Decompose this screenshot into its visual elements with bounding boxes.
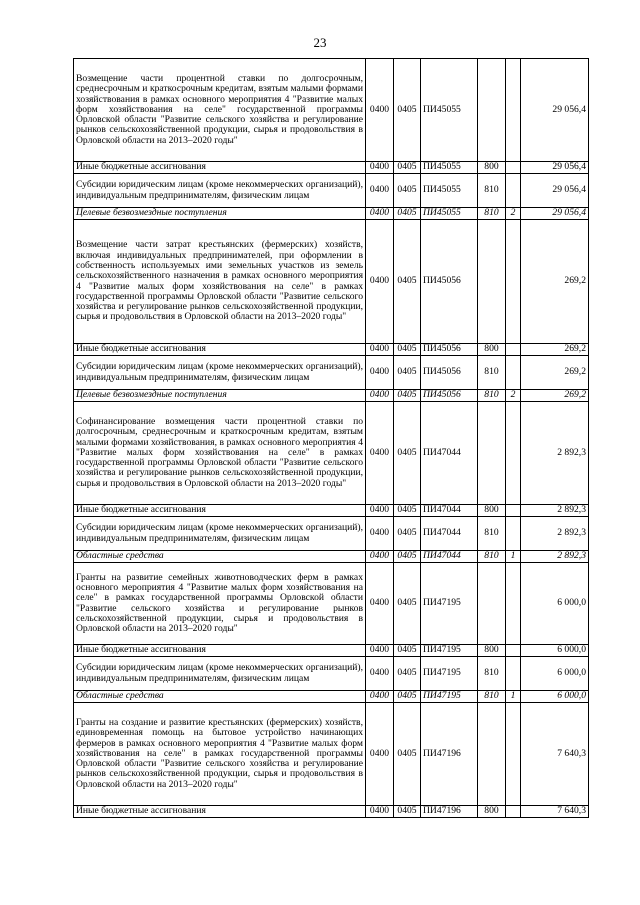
target-article-code: ПИ45056 bbox=[421, 356, 478, 390]
target-article-code: ПИ47044 bbox=[421, 402, 478, 505]
amount: 6 000,0 bbox=[521, 645, 589, 657]
funding-source-code bbox=[506, 59, 521, 162]
target-article-code: ПИ47044 bbox=[421, 517, 478, 551]
funding-source-code bbox=[506, 402, 521, 505]
section-code: 0400 bbox=[366, 356, 394, 390]
row-description: Иные бюджетные ассигнования bbox=[74, 806, 366, 818]
section-code: 0400 bbox=[366, 220, 394, 344]
target-article-code: ПИ47195 bbox=[421, 657, 478, 691]
section-code: 0400 bbox=[366, 645, 394, 657]
subsection-code: 0405 bbox=[394, 220, 421, 344]
target-article-code: ПИ45056 bbox=[421, 390, 478, 402]
row-description: Областные средства bbox=[74, 551, 366, 563]
row-description: Возмещение части процентной ставки по долгосрочным, среднесрочным и краткосрочным кредитам, взятым малыми формами хозяйствования в рамках основного мероприятия 4 "Развитие малых форм хозяйствования на селе" государственной программы Орловской области "Развитие сельского хозяйства и регулирование рынков сельскохозяйственной продукции, сырья и продовольствия в Орловской области на 2013–2020 годы" bbox=[74, 59, 366, 162]
page-number: 23 bbox=[313, 35, 327, 50]
amount: 29 056,4 bbox=[521, 174, 589, 208]
expense-type-code bbox=[478, 220, 506, 344]
subsection-code: 0405 bbox=[394, 657, 421, 691]
table-row bbox=[74, 162, 589, 174]
row-description: Гранты на развитие семейных животноводческих ферм в рамках основного мероприятия 4 "Развитие малых форм хозяйствования на селе" в рамках государственной программы Орловской области "Развитие сельского хозяйства и регулирование рынков сельскохозяйственной продукции, сырья и продовольствия в Орловской области на 2013–2020 годы" bbox=[74, 563, 366, 645]
amount: 29 056,4 bbox=[521, 59, 589, 162]
target-article-code: ПИ45055 bbox=[421, 59, 478, 162]
expense-type-code: 810 bbox=[478, 390, 506, 402]
row-description: Гранты на создание и развитие крестьянских (фермерских) хозяйств, единовременная помощь на бытовое устройство начинающих фермеров в рамках основного мероприятия 4 "Развитие малых форм хозяйствования на селе" в рамках государственной программы Орловской области "Развитие сельского хозяйства и регулирование рынков сельскохозяйственной продукции, сырья и продовольствия в Орловской области на 2013–2020 годы" bbox=[74, 703, 366, 806]
row-description: Субсидии юридическим лицам (кроме некоммерческих организаций), индивидуальным предпринимателям, физическим лицам bbox=[74, 174, 366, 208]
amount: 2 892,3 bbox=[521, 505, 589, 517]
target-article-code: ПИ45055 bbox=[421, 208, 478, 220]
target-article-code: ПИ47195 bbox=[421, 691, 478, 703]
target-article-code: ПИ45055 bbox=[421, 174, 478, 208]
row-description: Субсидии юридическим лицам (кроме некоммерческих организаций), индивидуальным предпринимателям, физическим лицам bbox=[74, 517, 366, 551]
section-code: 0400 bbox=[366, 59, 394, 162]
section-code: 0400 bbox=[366, 703, 394, 806]
expense-type-code bbox=[478, 563, 506, 645]
section-code: 0400 bbox=[366, 657, 394, 691]
expense-type-code: 800 bbox=[478, 505, 506, 517]
table-row bbox=[74, 657, 589, 691]
row-description: Целевые безвозмездные поступления bbox=[74, 208, 366, 220]
expense-type-code: 810 bbox=[478, 657, 506, 691]
section-code: 0400 bbox=[366, 806, 394, 818]
funding-source-code bbox=[506, 703, 521, 806]
funding-source-code bbox=[506, 517, 521, 551]
table-row bbox=[74, 344, 589, 356]
funding-source-code bbox=[506, 806, 521, 818]
subsection-code: 0405 bbox=[394, 703, 421, 806]
row-description: Субсидии юридическим лицам (кроме некоммерческих организаций), индивидуальным предпринимателям, физическим лицам bbox=[74, 657, 366, 691]
table-row bbox=[74, 59, 589, 162]
subsection-code: 0405 bbox=[394, 356, 421, 390]
expense-type-code bbox=[478, 703, 506, 806]
funding-source-code bbox=[506, 657, 521, 691]
target-article-code: ПИ47196 bbox=[421, 806, 478, 818]
expense-type-code: 800 bbox=[478, 806, 506, 818]
target-article-code: ПИ47044 bbox=[421, 505, 478, 517]
subsection-code: 0405 bbox=[394, 59, 421, 162]
section-code: 0400 bbox=[366, 390, 394, 402]
amount: 7 640,3 bbox=[521, 806, 589, 818]
amount: 2 892,3 bbox=[521, 551, 589, 563]
row-description: Иные бюджетные ассигнования bbox=[74, 344, 366, 356]
table-row bbox=[74, 806, 589, 818]
expense-type-code: 810 bbox=[478, 356, 506, 390]
funding-source-code bbox=[506, 344, 521, 356]
table-row bbox=[74, 174, 589, 208]
target-article-code: ПИ45056 bbox=[421, 220, 478, 344]
target-article-code: ПИ47196 bbox=[421, 703, 478, 806]
section-code: 0400 bbox=[366, 208, 394, 220]
section-code: 0400 bbox=[366, 402, 394, 505]
subsection-code: 0405 bbox=[394, 563, 421, 645]
subsection-code: 0405 bbox=[394, 208, 421, 220]
subsection-code: 0405 bbox=[394, 551, 421, 563]
expense-type-code: 810 bbox=[478, 174, 506, 208]
subsection-code: 0405 bbox=[394, 390, 421, 402]
target-article-code: ПИ45055 bbox=[421, 162, 478, 174]
funding-source-code bbox=[506, 162, 521, 174]
row-description: Софинансирование возмещения части процентной ставки по долгосрочным, среднесрочным и краткосрочным кредитам, взятым малыми формами хозяйствования, в рамках основного мероприятия 4 "Развитие малых форм хозяйствования на селе" в рамках государственной программы Орловской области "Развитие сельского хозяйства и регулирование рынков сельскохозяйственной продукции, сырья и продовольствия в Орловской области на 2013–2020 годы" bbox=[74, 402, 366, 505]
amount: 29 056,4 bbox=[521, 208, 589, 220]
funding-source-code: 1 bbox=[506, 691, 521, 703]
funding-source-code bbox=[506, 645, 521, 657]
table-row bbox=[74, 691, 589, 703]
subsection-code: 0405 bbox=[394, 645, 421, 657]
budget-table-body bbox=[74, 59, 589, 818]
table-row bbox=[74, 220, 589, 344]
section-code: 0400 bbox=[366, 162, 394, 174]
row-description: Иные бюджетные ассигнования bbox=[74, 505, 366, 517]
amount: 6 000,0 bbox=[521, 657, 589, 691]
funding-source-code: 2 bbox=[506, 390, 521, 402]
table-row bbox=[74, 356, 589, 390]
subsection-code: 0405 bbox=[394, 505, 421, 517]
amount: 2 892,3 bbox=[521, 517, 589, 551]
funding-source-code bbox=[506, 356, 521, 390]
row-description: Иные бюджетные ассигнования bbox=[74, 645, 366, 657]
expense-type-code: 800 bbox=[478, 645, 506, 657]
funding-source-code bbox=[506, 174, 521, 208]
section-code: 0400 bbox=[366, 563, 394, 645]
row-description: Иные бюджетные ассигнования bbox=[74, 162, 366, 174]
subsection-code: 0405 bbox=[394, 174, 421, 208]
table-row bbox=[74, 505, 589, 517]
expense-type-code: 810 bbox=[478, 691, 506, 703]
target-article-code: ПИ47195 bbox=[421, 563, 478, 645]
row-description: Целевые безвозмездные поступления bbox=[74, 390, 366, 402]
table-row bbox=[74, 402, 589, 505]
expense-type-code bbox=[478, 59, 506, 162]
section-code: 0400 bbox=[366, 517, 394, 551]
amount: 7 640,3 bbox=[521, 703, 589, 806]
section-code: 0400 bbox=[366, 344, 394, 356]
table-row bbox=[74, 563, 589, 645]
amount: 269,2 bbox=[521, 390, 589, 402]
amount: 29 056,4 bbox=[521, 162, 589, 174]
funding-source-code bbox=[506, 563, 521, 645]
target-article-code: ПИ47195 bbox=[421, 645, 478, 657]
table-row bbox=[74, 551, 589, 563]
funding-source-code: 2 bbox=[506, 208, 521, 220]
funding-source-code bbox=[506, 505, 521, 517]
table-row bbox=[74, 390, 589, 402]
funding-source-code: 1 bbox=[506, 551, 521, 563]
subsection-code: 0405 bbox=[394, 162, 421, 174]
expense-type-code: 810 bbox=[478, 208, 506, 220]
amount: 6 000,0 bbox=[521, 691, 589, 703]
section-code: 0400 bbox=[366, 505, 394, 517]
section-code: 0400 bbox=[366, 691, 394, 703]
expense-type-code bbox=[478, 402, 506, 505]
section-code: 0400 bbox=[366, 174, 394, 208]
table-row bbox=[74, 645, 589, 657]
amount: 269,2 bbox=[521, 344, 589, 356]
row-description: Возмещение части затрат крестьянских (фермерских) хозяйств, включая индивидуальных предпринимателей, при оформлении в собственность используемых ими земельных участков из земель сельскохозяйственного назначения в рамках основного мероприятия 4 "Развитие малых форм хозяйствования на селе" в рамках государственной программы Орловской области "Развитие сельского хозяйства и регулирование рынков сельскохозяйственной продукции, сырья и продовольствия в Орловской области на 2013–2020 годы" bbox=[74, 220, 366, 344]
amount: 269,2 bbox=[521, 220, 589, 344]
expense-type-code: 810 bbox=[478, 551, 506, 563]
funding-source-code bbox=[506, 220, 521, 344]
table-row bbox=[74, 208, 589, 220]
amount: 269,2 bbox=[521, 356, 589, 390]
table-row bbox=[74, 703, 589, 806]
budget-table bbox=[73, 58, 589, 818]
amount: 6 000,0 bbox=[521, 563, 589, 645]
target-article-code: ПИ45056 bbox=[421, 344, 478, 356]
section-code: 0400 bbox=[366, 551, 394, 563]
subsection-code: 0405 bbox=[394, 344, 421, 356]
expense-type-code: 810 bbox=[478, 517, 506, 551]
target-article-code: ПИ47044 bbox=[421, 551, 478, 563]
subsection-code: 0405 bbox=[394, 517, 421, 551]
row-description: Субсидии юридическим лицам (кроме некоммерческих организаций), индивидуальным предпринимателям, физическим лицам bbox=[74, 356, 366, 390]
expense-type-code: 800 bbox=[478, 344, 506, 356]
table-row bbox=[74, 517, 589, 551]
expense-type-code: 800 bbox=[478, 162, 506, 174]
amount: 2 892,3 bbox=[521, 402, 589, 505]
subsection-code: 0405 bbox=[394, 691, 421, 703]
subsection-code: 0405 bbox=[394, 402, 421, 505]
row-description: Областные средства bbox=[74, 691, 366, 703]
subsection-code: 0405 bbox=[394, 806, 421, 818]
